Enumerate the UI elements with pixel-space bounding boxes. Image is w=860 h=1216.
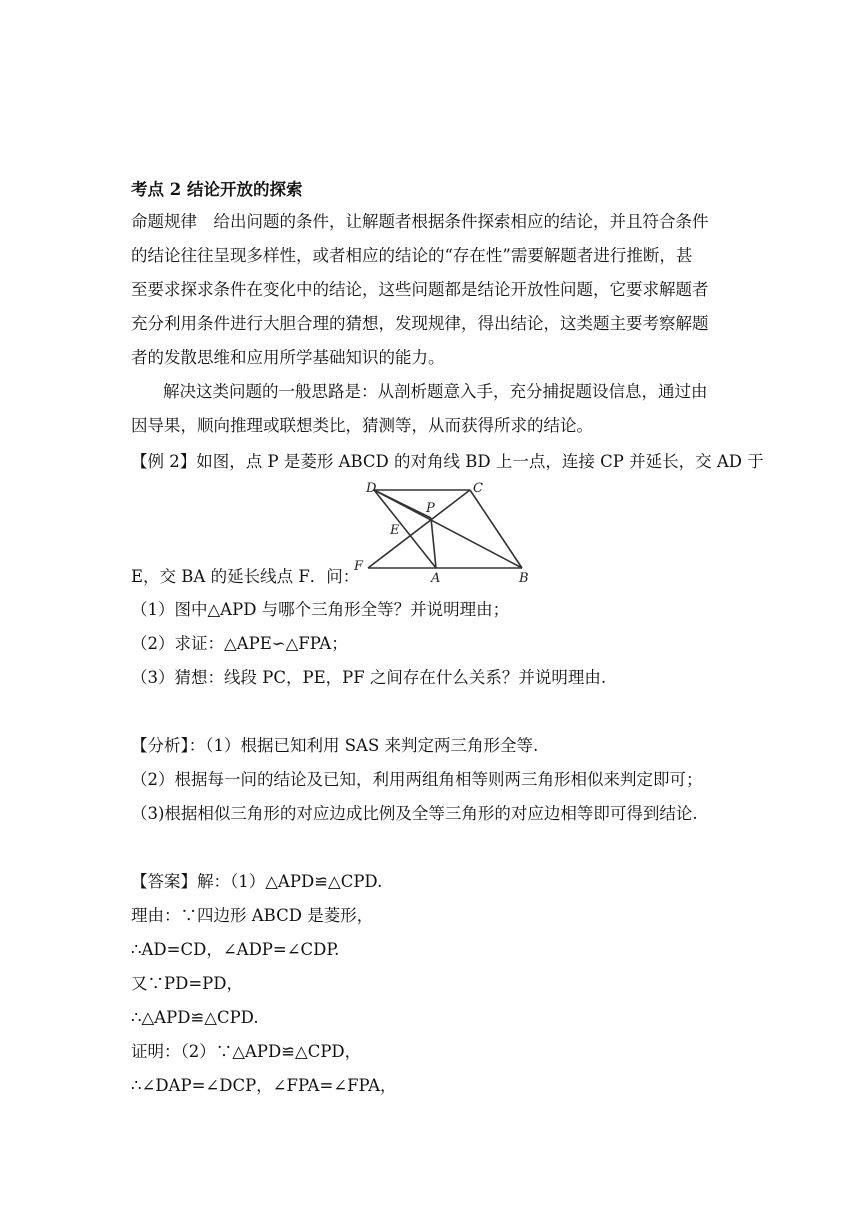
label-d: D	[366, 481, 377, 496]
rule-line-4: 充分利用条件进行大胆合理的猜想，发现规律，得出结论，这类题主要考察解题	[131, 314, 709, 333]
example-line-1: 【例 2】如图，点 P 是菱形 ABCD 的对角线 BD 上一点，连接 CP 并延长，交 AD 于	[131, 452, 764, 471]
analysis-line-2: （2）根据每一问的结论及已知，利用两组角相等则两三角形相似来判定即可；	[131, 770, 703, 789]
question-1: （1）图中△APD 与哪个三角形全等？并说明理由；	[131, 600, 510, 619]
section-title: 考点 2 结论开放的探索	[131, 180, 303, 199]
question-3: （3）猜想：线段 PC，PE，PF 之间存在什么关系？并说明理由.	[131, 668, 607, 687]
answer-line-5: ∴△APD≌△CPD.	[131, 1008, 259, 1027]
answer-line-3: ∴AD=CD，∠ADP=∠CDP.	[131, 940, 340, 959]
label-f: F	[354, 559, 364, 574]
label-e: E	[390, 523, 400, 538]
analysis-line-3: （3)根据相似三角形的对应边成比例及全等三角形的对应边相等即可得到结论.	[131, 804, 698, 823]
rule-line-1: 命题规律 给出问题的条件，让解题者根据条件探索相应的结论，并且符合条件	[131, 212, 709, 231]
answer-line-1: 【答案】解：（1）△APD≌△CPD.	[131, 872, 383, 891]
label-c: C	[473, 481, 483, 496]
analysis-line-1: 【分析】：（1）根据已知利用 SAS 来判定两三角形全等.	[131, 736, 539, 755]
method-line-2: 因导果，顺向推理或联想类比，猜测等，从而获得所求的结论。	[131, 416, 593, 435]
example-line-2: E，交 BA 的延长线点 F．问：	[131, 567, 360, 586]
answer-line-7: ∴∠DAP=∠DCP，∠FPA=∠FPA，	[131, 1076, 397, 1095]
label-b: B	[519, 571, 529, 584]
answer-line-4: 又∵PD=PD，	[131, 974, 243, 993]
answer-line-6: 证明：（2）∵△APD≌△CPD，	[131, 1042, 362, 1061]
method-line-1: 解决这类问题的一般思路是：从剖析题意入手，充分捕捉题设信息，通过由	[163, 382, 708, 401]
rule-line-5: 者的发散思维和应用所学基础知识的能力。	[131, 348, 445, 367]
rule-line-3: 至要求探求条件在变化中的结论，这些问题都是结论开放性问题，它要求解题者	[131, 280, 709, 299]
segment-dp	[374, 490, 431, 518]
label-p: P	[426, 501, 435, 516]
question-2: （2）求证：△APE∽△FPA；	[131, 634, 348, 653]
rhombus-figure	[352, 474, 538, 584]
answer-line-2: 理由：∵四边形 ABCD 是菱形，	[131, 906, 374, 925]
segment-pa	[431, 518, 436, 568]
label-a: A	[431, 571, 441, 584]
rule-line-2: 的结论往往呈现多样性，或者相应的结论的“存在性”需要解题者进行推断，甚	[131, 246, 693, 265]
edge-cb	[470, 490, 522, 568]
